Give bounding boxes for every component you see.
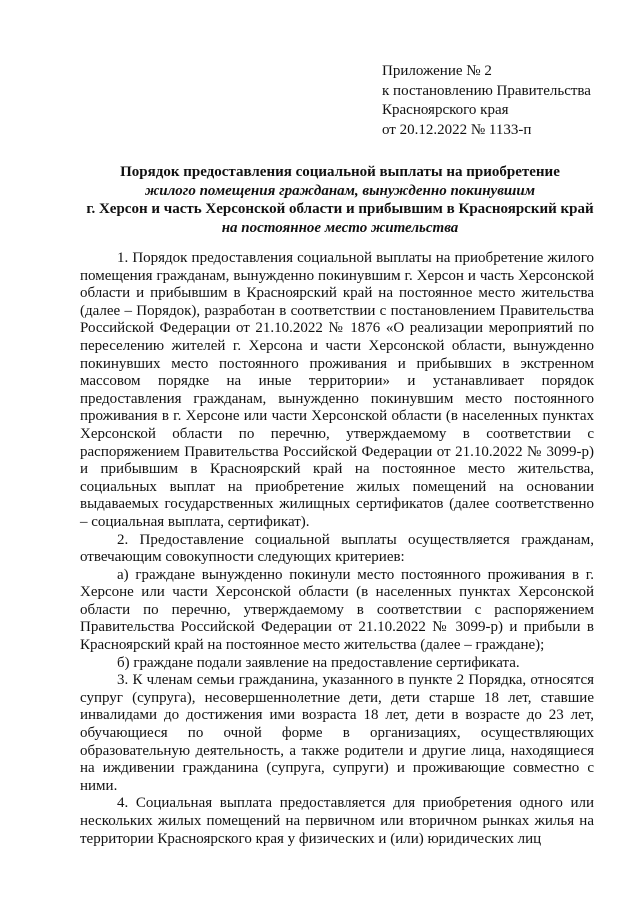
document-body bbox=[80, 250, 594, 848]
appendix-header bbox=[382, 62, 591, 140]
document-title bbox=[70, 163, 610, 237]
appendix-line-1: Приложение № 2 bbox=[382, 63, 492, 79]
appendix-line-4: от 20.12.2022 № 1133-п bbox=[382, 121, 532, 138]
title-line-4: на постоянное место жительства bbox=[221, 219, 459, 236]
appendix-line-2: к постановлению Правительства bbox=[382, 82, 591, 99]
paragraph-4: 4. Социальная выплата предоставляется для приобретения одного или нескольких жилых помещений на первичном или вторичном рынках жилья на территории Красноярского края у физических и (или) юридических лиц bbox=[80, 795, 594, 847]
title-line-3: г. Херсон и часть Херсонской области и прибывшим в Красноярский край bbox=[86, 201, 594, 217]
title-line-1: Порядок предоставления социальной выплаты на приобретение bbox=[120, 164, 560, 180]
appendix-line-3: Красноярского края bbox=[382, 102, 509, 118]
title-line-2: жилого помещения гражданам, вынужденно покинувшим bbox=[144, 182, 536, 199]
paragraph-3: 3. К членам семьи гражданина, указанного в пункте 2 Порядка, относятся супруг (супруга), несовершеннолетние дети, дети старше 18 лет, ставшие инвалидами до достижения ими возраста 18 лет, дети в возрасте до 23 лет, обучающиеся по очной форме в организациях, осуществляющих образовательную деятельность, а также родители и другие лица, находящиеся на иждивении гражданина (супруга, супруги) и проживающие совместно с ними. bbox=[80, 672, 594, 794]
paragraph-2a: а) граждане вынужденно покинули место постоянного проживания в г. Херсоне или части Херсонской области (в населенных пунктах Херсонской области по перечню, утверждаемому в соответствии с распоряжением Правительства Российской Федерации от 21.10.2022 № 3099-р) и прибыли в Красноярский край на постоянное место жительства (далее – граждане); bbox=[80, 566, 594, 654]
paragraph-2b: б) граждане подали заявление на предоставление сертификата. bbox=[117, 654, 520, 671]
paragraph-1: 1. Порядок предоставления социальной выплаты на приобретение жилого помещения гражданам, вынужденно покинувшим г. Херсон и часть Херсонской области и прибывшим в Красноярский край на постоянное место жительства (далее – Порядок), разработан в соответствии с постановлением Правительства Российской Федерации от 21.10.2022 № 1876 «О реализации мероприятий по переселению жителей г. Херсона и части Херсонской области, вынужденно покинувших место постоянного проживания и прибывших в экстренном массовом порядке на иные территории» и устанавливает порядок предоставления гражданам, вынужденно покинувшим место постоянного проживания в г. Херсоне или части Херсонской области (в населенных пунктах Херсонской области по перечню, утверждаемому в соответствии с распоряжением Правительства Российской Федерации от 21.10.2022 № 3099-р) и прибывшим в Красноярский край на постоянное место жительства, социальных выплат на приобретение жилых помещений на основании выдаваемых государственных жилищных сертификатов (далее соответственно – социальная выплата, сертификат). bbox=[80, 250, 594, 530]
paragraph-2: 2. Предоставление социальной выплаты осуществляется гражданам, отвечающим совокупности следующих критериев: bbox=[80, 531, 594, 566]
